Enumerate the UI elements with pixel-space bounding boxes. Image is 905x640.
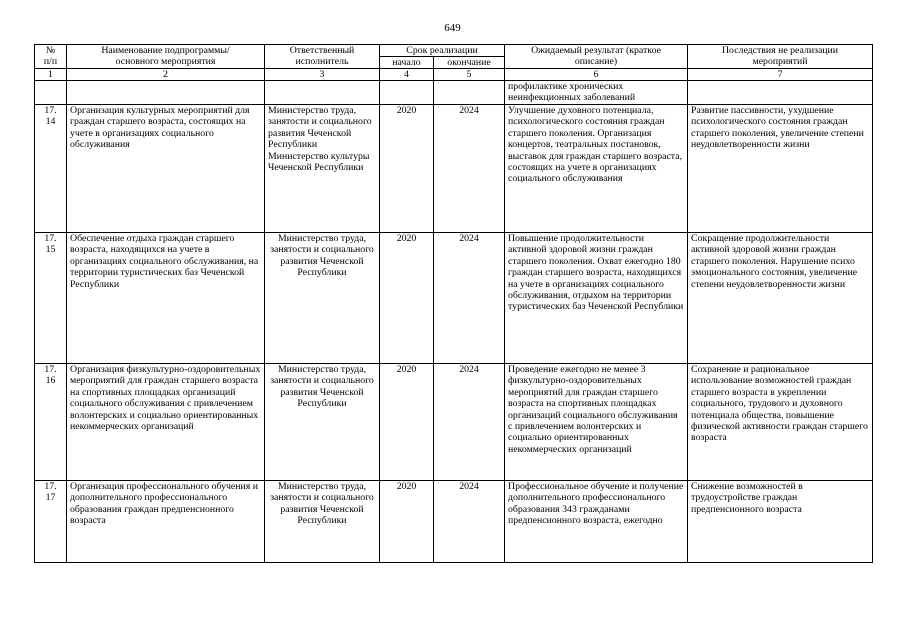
row-number: 17. 14: [35, 105, 67, 233]
header-name: Наименование подпрограммы/ основного мероприятия: [67, 45, 265, 69]
column-number: 6: [505, 69, 688, 81]
end-year: 2024: [434, 481, 505, 563]
start-year: 2020: [380, 105, 434, 233]
column-number: 3: [265, 69, 380, 81]
header-term: Срок реализации: [380, 45, 505, 57]
non-implementation-consequence: Снижение возможностей в трудоустройстве граждан предпенсионного возраста: [688, 481, 873, 563]
page-number: 649: [444, 22, 461, 34]
header-executor: Ответственный исполнитель: [265, 45, 380, 69]
header-consequence: Последствия не реализации мероприятий: [688, 45, 873, 69]
column-number-row: [35, 69, 873, 81]
activity-name: Организация профессионального обучения и дополнительного профессионального образования граждан предпенсионного возраста: [67, 481, 265, 563]
activity-name: Организация культурных мероприятий для граждан старшего возраста, состоящих на учете в организациях социального обслуживания: [67, 105, 265, 233]
header-end: окончание: [434, 57, 505, 69]
table-row: [35, 233, 873, 364]
activity-name: Обеспечение отдыха граждан старшего возраста, находящихся на учете в организациях социального обслуживания, на территории туристических баз Чеченской Республики: [67, 233, 265, 364]
header-result: Ожидаемый результат (краткое описание): [505, 45, 688, 69]
non-implementation-consequence: Сокращение продолжительности активной здоровой жизни граждан старшего поколения. Нарушение психо эмоционального состояния, увеличение степени неудовлетворенности жизни: [688, 233, 873, 364]
row-number: 17. 16: [35, 364, 67, 481]
row-number: 17. 15: [35, 233, 67, 364]
column-number: 1: [35, 69, 67, 81]
column-number: 5: [434, 69, 505, 81]
program-activities-table: [34, 44, 873, 563]
column-number: 4: [380, 69, 434, 81]
continuation-row: [35, 81, 873, 105]
responsible-executor: Министерство труда, занятости и социального развития Чеченской Республики: [265, 364, 380, 481]
header-start: начало: [380, 57, 434, 69]
end-year: 2024: [434, 364, 505, 481]
expected-result: Проведение ежегодно не менее 3 физкультурно-оздоровительных мероприятий для граждан старшего возраста на спортивных площадках организаций социального обслуживания с привлечением волонтерских и социально ориентированных некоммерческих организаций: [505, 364, 688, 481]
start-year: 2020: [380, 364, 434, 481]
end-year: 2024: [434, 105, 505, 233]
non-implementation-consequence: Сохранение и рациональное использование возможностей граждан старшего возраста в укреплении социального, трудового и духовного потенциала общества, повышение физической активности граждан старшего возраста: [688, 364, 873, 481]
end-year: 2024: [434, 233, 505, 364]
column-number: 7: [688, 69, 873, 81]
responsible-executor: Министерство труда, занятости и социального развития Чеченской Республики: [265, 233, 380, 364]
header-num: № п/п: [35, 45, 67, 69]
expected-result: Профессиональное обучение и получение дополнительного профессионального образования 343 гражданами предпенсионного возраста, ежегодно: [505, 481, 688, 563]
header-row-top: [35, 45, 873, 57]
responsible-executor: Министерство труда, занятости и социального развития Чеченской Республики Министерство культуры Чеченской Республики: [265, 105, 380, 233]
table-row: [35, 481, 873, 563]
column-number: 2: [67, 69, 265, 81]
row-number: 17. 17: [35, 481, 67, 563]
activity-name: Организация физкультурно-оздоровительных мероприятий для граждан старшего возраста на спортивных площадках организаций социального обслуживания с привлечением волонтерских и социально ориентированных некоммерческих организаций: [67, 364, 265, 481]
expected-result: Улучшение духовного потенциала, психологического состояния граждан старшего поколения. Организация концертов, театральных постановок, выставок для граждан старшего возраста, состоящих на учете в организациях социального обслуживания: [505, 105, 688, 233]
expected-result: Повышение продолжительности активной здоровой жизни граждан старшего поколения. Охват ежегодно 180 граждан старшего возраста, находящихся на учете в организациях социального обслуживания, отдыхом на территории туристических баз Чеченской Республики: [505, 233, 688, 364]
responsible-executor: Министерство труда, занятости и социального развития Чеченской Республики: [265, 481, 380, 563]
table-row: [35, 364, 873, 481]
table-row: [35, 105, 873, 233]
non-implementation-consequence: Развитие пассивности, ухудшение психологического состояния граждан старшего поколения, увеличение степени неудовлетворенности жизни: [688, 105, 873, 233]
start-year: 2020: [380, 233, 434, 364]
start-year: 2020: [380, 481, 434, 563]
continuation-result: профилактике хронических неинфекционных заболеваний: [505, 81, 688, 105]
